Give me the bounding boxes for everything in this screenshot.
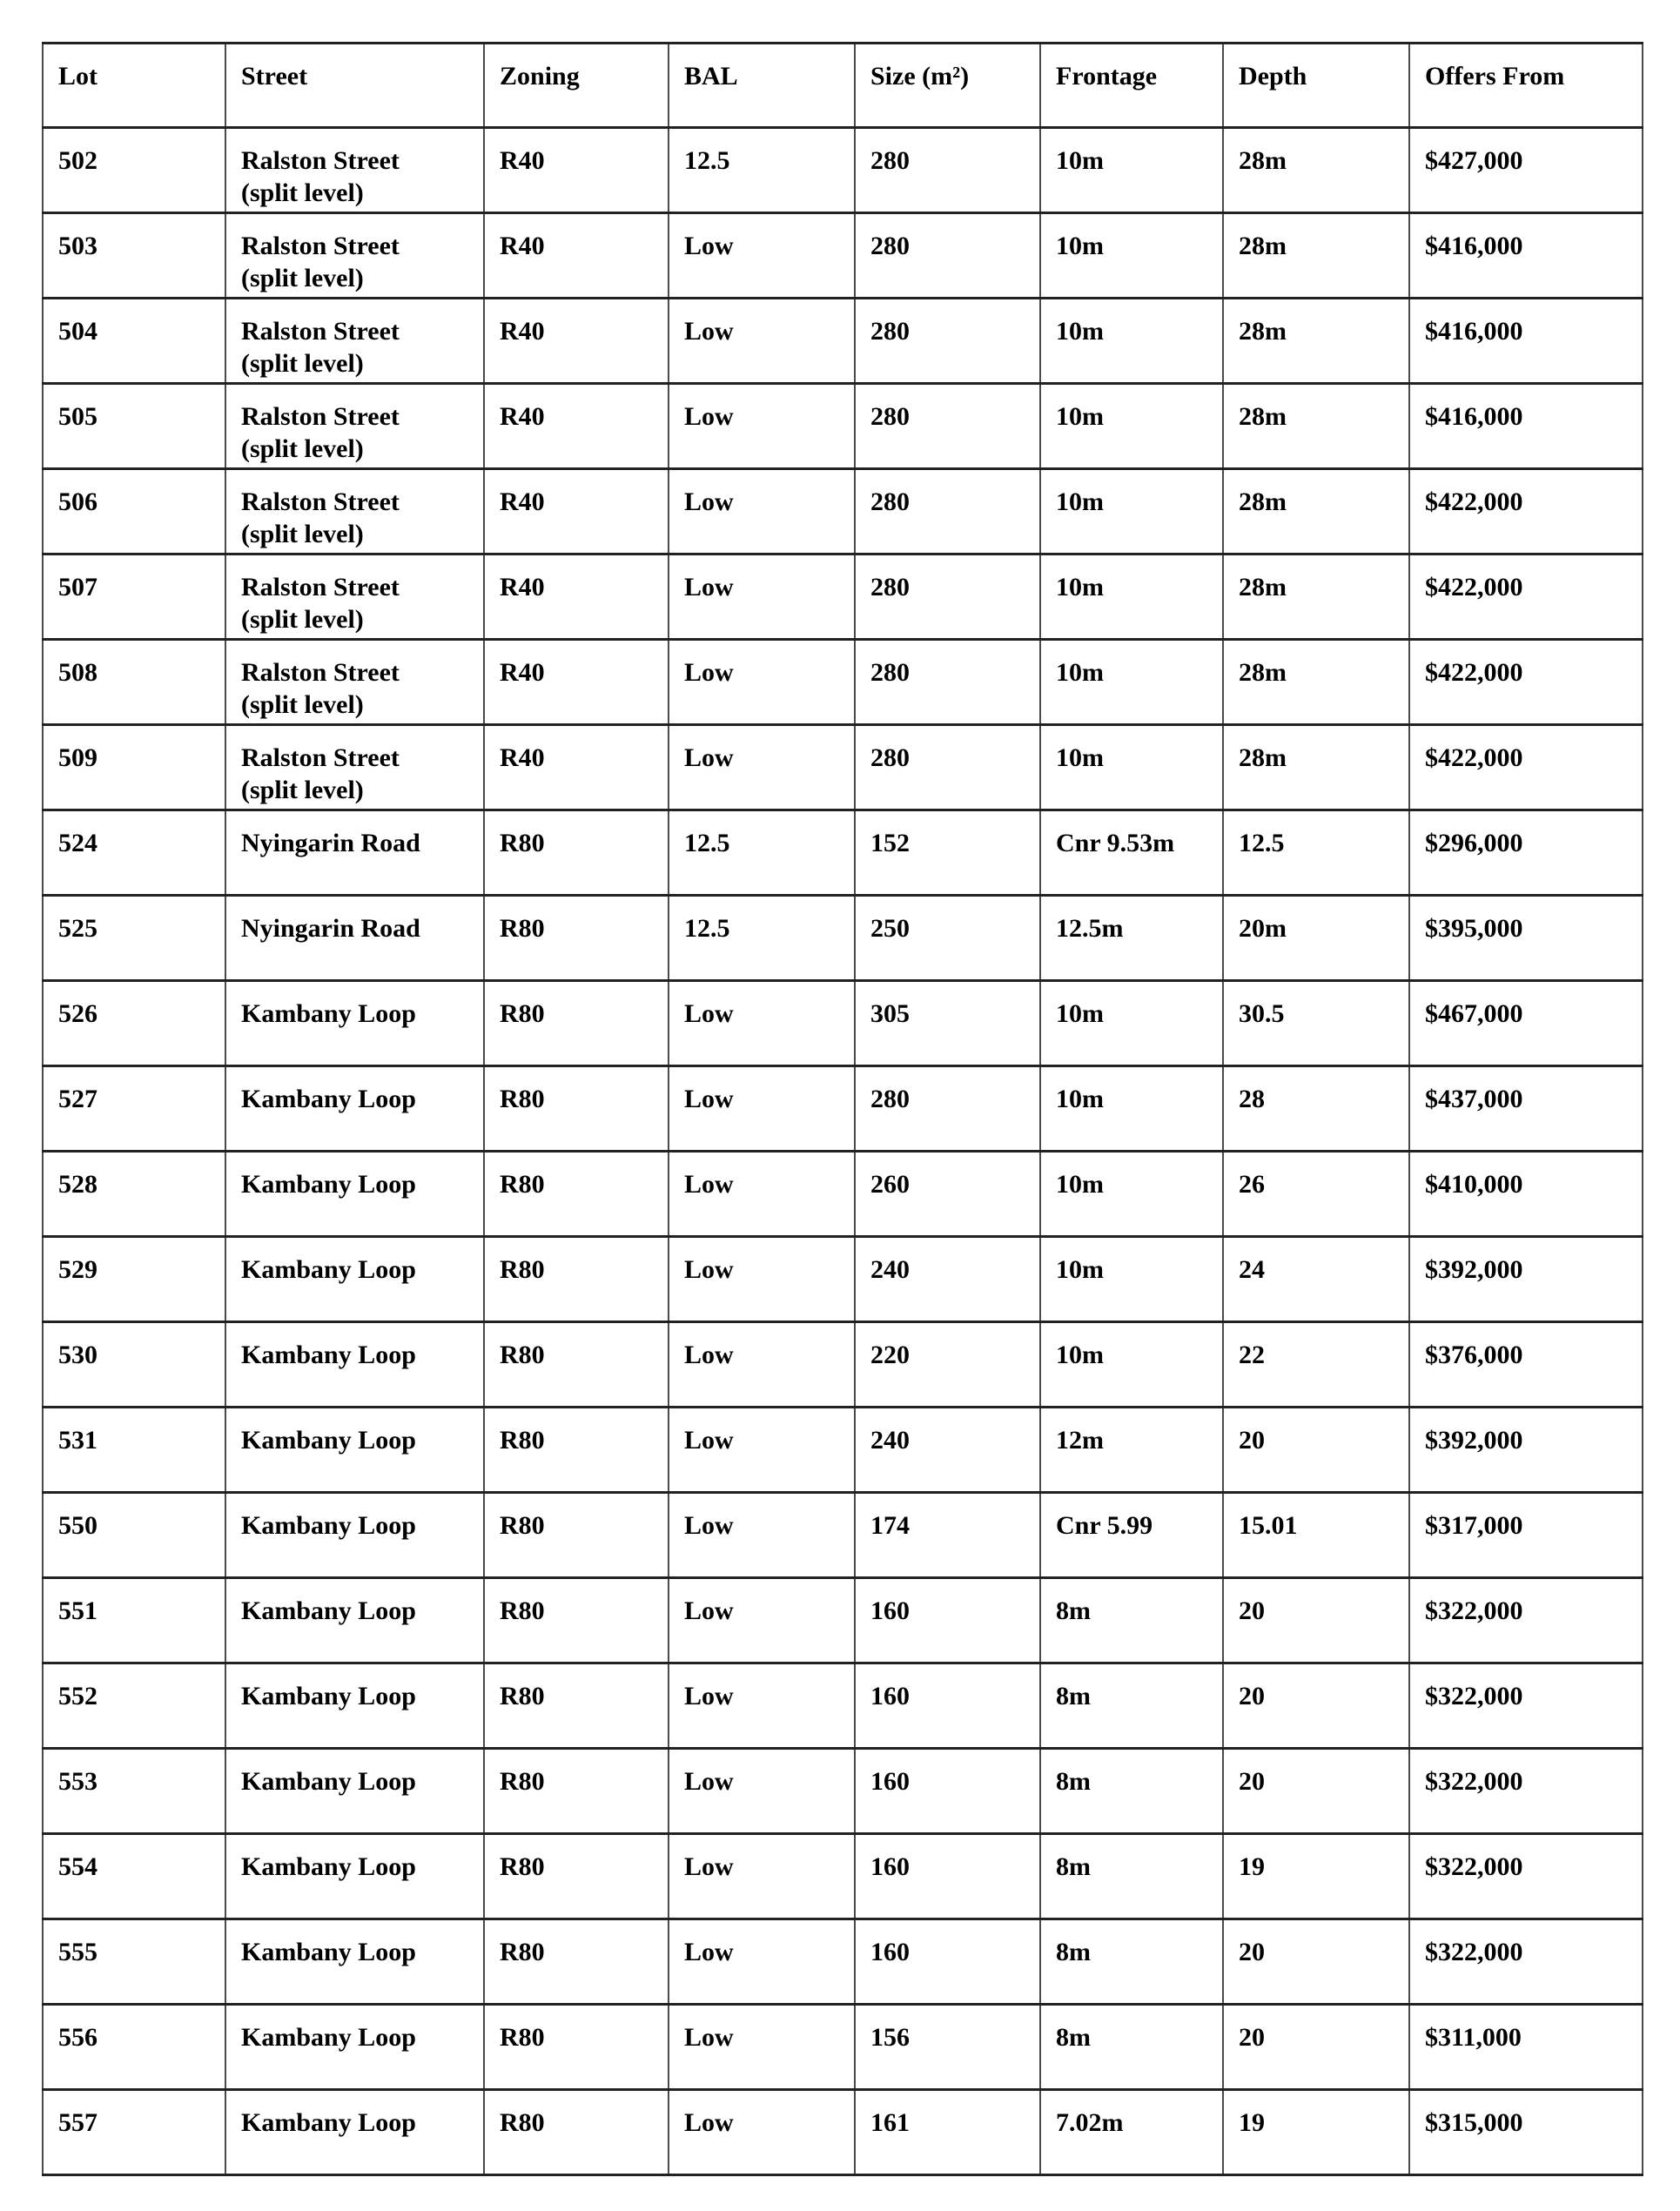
cell-street: [225, 640, 484, 725]
column-header-bal: BAL: [669, 44, 855, 128]
cell-frontage: 10m: [1040, 128, 1223, 213]
cell-offers: $322,000: [1409, 1749, 1643, 1834]
cell-depth: 28m: [1223, 725, 1409, 810]
cell-depth: 28m: [1223, 128, 1409, 213]
street-name: Ralston Street: [241, 573, 400, 601]
cell-zoning: R40: [484, 128, 669, 213]
cell-frontage: 8m: [1040, 1749, 1223, 1834]
cell-depth: 28m: [1223, 299, 1409, 384]
cell-frontage: 10m: [1040, 1322, 1223, 1408]
cell-frontage: 10m: [1040, 384, 1223, 469]
table-row: [43, 1066, 1643, 1152]
cell-bal: 12.5: [669, 128, 855, 213]
cell-street: [225, 2005, 484, 2090]
cell-depth: 28m: [1223, 469, 1409, 554]
street-name: Kambany Loop: [241, 1341, 416, 1369]
cell-street: [225, 1749, 484, 1834]
cell-size: 280: [855, 554, 1040, 640]
cell-offers: $416,000: [1409, 213, 1643, 299]
table-row: [43, 896, 1643, 981]
cell-size: 160: [855, 1834, 1040, 1919]
cell-bal: Low: [669, 1237, 855, 1322]
cell-zoning: R80: [484, 896, 669, 981]
table-header: [43, 44, 1643, 128]
table-row: [43, 2005, 1643, 2090]
cell-lot: 508: [43, 640, 225, 725]
cell-bal: Low: [669, 469, 855, 554]
cell-frontage: 8m: [1040, 1663, 1223, 1749]
cell-depth: 24: [1223, 1237, 1409, 1322]
cell-depth: 22: [1223, 1322, 1409, 1408]
cell-lot: 509: [43, 725, 225, 810]
street-name: Ralston Street: [241, 402, 400, 431]
cell-depth: 28m: [1223, 384, 1409, 469]
cell-depth: 15.01: [1223, 1493, 1409, 1578]
cell-lot: 557: [43, 2090, 225, 2175]
street-name: Kambany Loop: [241, 1596, 416, 1625]
cell-depth: 12.5: [1223, 810, 1409, 896]
table-row: [43, 1237, 1643, 1322]
cell-zoning: R80: [484, 2005, 669, 2090]
street-qualifier: (split level): [241, 264, 364, 292]
cell-zoning: R80: [484, 810, 669, 896]
cell-frontage: 10m: [1040, 299, 1223, 384]
cell-frontage: 10m: [1040, 981, 1223, 1066]
cell-lot: 530: [43, 1322, 225, 1408]
table-body: [43, 128, 1643, 2175]
cell-depth: 28m: [1223, 213, 1409, 299]
cell-street: [225, 2090, 484, 2175]
cell-frontage: Cnr 9.53m: [1040, 810, 1223, 896]
street-name: Kambany Loop: [241, 1085, 416, 1113]
cell-frontage: 7.02m: [1040, 2090, 1223, 2175]
cell-depth: 19: [1223, 2090, 1409, 2175]
cell-offers: $392,000: [1409, 1237, 1643, 1322]
cell-zoning: R80: [484, 1493, 669, 1578]
cell-lot: 528: [43, 1152, 225, 1237]
cell-lot: 551: [43, 1578, 225, 1663]
table-row: [43, 1834, 1643, 1919]
cell-street: [225, 1408, 484, 1493]
cell-bal: Low: [669, 213, 855, 299]
street-qualifier: (split level): [241, 690, 364, 719]
cell-size: 280: [855, 213, 1040, 299]
column-header-offers: Offers From: [1409, 44, 1643, 128]
cell-bal: Low: [669, 640, 855, 725]
cell-size: 280: [855, 469, 1040, 554]
table-row: [43, 1152, 1643, 1237]
cell-offers: $322,000: [1409, 1834, 1643, 1919]
cell-frontage: 8m: [1040, 1578, 1223, 1663]
cell-zoning: R40: [484, 384, 669, 469]
street-name: Ralston Street: [241, 743, 400, 772]
cell-lot: 524: [43, 810, 225, 896]
cell-street: [225, 725, 484, 810]
table-row: [43, 725, 1643, 810]
cell-depth: 28m: [1223, 640, 1409, 725]
cell-street: [225, 469, 484, 554]
cell-street: [225, 1493, 484, 1578]
table-row: [43, 1749, 1643, 1834]
table-row: [43, 1408, 1643, 1493]
street-name: Ralston Street: [241, 317, 400, 346]
cell-offers: $422,000: [1409, 469, 1643, 554]
cell-zoning: R80: [484, 1749, 669, 1834]
cell-bal: Low: [669, 1322, 855, 1408]
cell-size: 156: [855, 2005, 1040, 2090]
cell-lot: 505: [43, 384, 225, 469]
cell-street: [225, 128, 484, 213]
cell-size: 260: [855, 1152, 1040, 1237]
cell-offers: $427,000: [1409, 128, 1643, 213]
street-qualifier: (split level): [241, 434, 364, 463]
table-row: [43, 2090, 1643, 2175]
cell-size: 174: [855, 1493, 1040, 1578]
cell-bal: Low: [669, 1066, 855, 1152]
cell-bal: Low: [669, 1493, 855, 1578]
column-header-zoning: Zoning: [484, 44, 669, 128]
cell-frontage: 10m: [1040, 469, 1223, 554]
cell-bal: Low: [669, 1919, 855, 2005]
cell-zoning: R80: [484, 1578, 669, 1663]
cell-bal: Low: [669, 1663, 855, 1749]
cell-depth: 20: [1223, 1578, 1409, 1663]
cell-zoning: R80: [484, 981, 669, 1066]
cell-depth: 28: [1223, 1066, 1409, 1152]
cell-offers: $416,000: [1409, 299, 1643, 384]
street-name: Ralston Street: [241, 146, 400, 175]
cell-zoning: R80: [484, 1237, 669, 1322]
cell-offers: $422,000: [1409, 640, 1643, 725]
cell-depth: 20: [1223, 1919, 1409, 2005]
cell-depth: 28m: [1223, 554, 1409, 640]
street-name: Ralston Street: [241, 658, 400, 687]
cell-offers: $376,000: [1409, 1322, 1643, 1408]
cell-bal: Low: [669, 1578, 855, 1663]
cell-lot: 553: [43, 1749, 225, 1834]
cell-street: [225, 213, 484, 299]
column-header-frontage: Frontage: [1040, 44, 1223, 128]
cell-size: 305: [855, 981, 1040, 1066]
cell-depth: 20: [1223, 1408, 1409, 1493]
street-name: Kambany Loop: [241, 1767, 416, 1796]
column-header-depth: Depth: [1223, 44, 1409, 128]
street-name: Ralston Street: [241, 232, 400, 260]
cell-bal: Low: [669, 1834, 855, 1919]
cell-lot: 552: [43, 1663, 225, 1749]
street-qualifier: (split level): [241, 520, 364, 548]
cell-size: 160: [855, 1749, 1040, 1834]
street-name: Kambany Loop: [241, 999, 416, 1028]
street-name: Nyingarin Road: [241, 914, 420, 943]
cell-bal: 12.5: [669, 896, 855, 981]
cell-zoning: R80: [484, 2090, 669, 2175]
cell-offers: $395,000: [1409, 896, 1643, 981]
cell-zoning: R40: [484, 299, 669, 384]
cell-size: 152: [855, 810, 1040, 896]
cell-size: 240: [855, 1408, 1040, 1493]
cell-zoning: R80: [484, 1919, 669, 2005]
cell-size: 220: [855, 1322, 1040, 1408]
cell-lot: 504: [43, 299, 225, 384]
table-row: [43, 554, 1643, 640]
column-header-lot: Lot: [43, 44, 225, 128]
cell-street: [225, 1834, 484, 1919]
table-row: [43, 128, 1643, 213]
cell-size: 280: [855, 384, 1040, 469]
cell-lot: 502: [43, 128, 225, 213]
table-row: [43, 1493, 1643, 1578]
cell-offers: $322,000: [1409, 1663, 1643, 1749]
street-name: Ralston Street: [241, 487, 400, 516]
column-header-size: Size (m²): [855, 44, 1040, 128]
cell-offers: $392,000: [1409, 1408, 1643, 1493]
cell-lot: 503: [43, 213, 225, 299]
cell-frontage: 10m: [1040, 640, 1223, 725]
cell-street: [225, 1663, 484, 1749]
street-name: Kambany Loop: [241, 1682, 416, 1710]
cell-street: [225, 299, 484, 384]
cell-frontage: 8m: [1040, 1919, 1223, 2005]
cell-depth: 19: [1223, 1834, 1409, 1919]
cell-offers: $315,000: [1409, 2090, 1643, 2175]
cell-bal: Low: [669, 1749, 855, 1834]
cell-frontage: 10m: [1040, 554, 1223, 640]
table-row: [43, 640, 1643, 725]
cell-frontage: 12m: [1040, 1408, 1223, 1493]
cell-lot: 529: [43, 1237, 225, 1322]
cell-offers: $410,000: [1409, 1152, 1643, 1237]
cell-zoning: R80: [484, 1152, 669, 1237]
cell-lot: 550: [43, 1493, 225, 1578]
cell-street: [225, 554, 484, 640]
cell-lot: 531: [43, 1408, 225, 1493]
cell-offers: $311,000: [1409, 2005, 1643, 2090]
table-row: [43, 299, 1643, 384]
table-row: [43, 1663, 1643, 1749]
cell-street: [225, 1152, 484, 1237]
cell-zoning: R40: [484, 213, 669, 299]
street-name: Kambany Loop: [241, 2023, 416, 2052]
cell-size: 160: [855, 1919, 1040, 2005]
cell-size: 280: [855, 640, 1040, 725]
cell-depth: 20: [1223, 1663, 1409, 1749]
cell-size: 280: [855, 299, 1040, 384]
cell-bal: Low: [669, 2005, 855, 2090]
cell-frontage: 8m: [1040, 1834, 1223, 1919]
cell-depth: 20m: [1223, 896, 1409, 981]
cell-offers: $317,000: [1409, 1493, 1643, 1578]
street-name: Nyingarin Road: [241, 829, 420, 857]
cell-frontage: 10m: [1040, 1152, 1223, 1237]
cell-size: 280: [855, 1066, 1040, 1152]
table-row: [43, 981, 1643, 1066]
cell-bal: Low: [669, 1152, 855, 1237]
cell-bal: Low: [669, 554, 855, 640]
cell-offers: $437,000: [1409, 1066, 1643, 1152]
cell-size: 160: [855, 1663, 1040, 1749]
cell-street: [225, 981, 484, 1066]
cell-offers: $322,000: [1409, 1919, 1643, 2005]
cell-bal: Low: [669, 384, 855, 469]
table-row: [43, 810, 1643, 896]
lots-price-table: [42, 42, 1643, 2176]
cell-bal: Low: [669, 2090, 855, 2175]
table-row: [43, 1578, 1643, 1663]
cell-street: [225, 1322, 484, 1408]
cell-offers: $467,000: [1409, 981, 1643, 1066]
cell-frontage: 10m: [1040, 213, 1223, 299]
cell-frontage: 10m: [1040, 725, 1223, 810]
cell-frontage: 10m: [1040, 1066, 1223, 1152]
cell-lot: 555: [43, 1919, 225, 2005]
cell-lot: 507: [43, 554, 225, 640]
street-qualifier: (split level): [241, 178, 364, 207]
cell-zoning: R40: [484, 725, 669, 810]
cell-lot: 525: [43, 896, 225, 981]
cell-zoning: R80: [484, 1663, 669, 1749]
cell-depth: 20: [1223, 1749, 1409, 1834]
street-qualifier: (split level): [241, 349, 364, 378]
cell-depth: 20: [1223, 2005, 1409, 2090]
cell-bal: Low: [669, 725, 855, 810]
cell-zoning: R80: [484, 1322, 669, 1408]
cell-lot: 556: [43, 2005, 225, 2090]
cell-lot: 527: [43, 1066, 225, 1152]
cell-size: 240: [855, 1237, 1040, 1322]
cell-street: [225, 810, 484, 896]
cell-offers: $416,000: [1409, 384, 1643, 469]
cell-size: 161: [855, 2090, 1040, 2175]
street-qualifier: (split level): [241, 605, 364, 634]
cell-bal: 12.5: [669, 810, 855, 896]
street-name: Kambany Loop: [241, 1255, 416, 1284]
table-row: [43, 1322, 1643, 1408]
street-name: Kambany Loop: [241, 2108, 416, 2137]
cell-size: 250: [855, 896, 1040, 981]
column-header-street: Street: [225, 44, 484, 128]
table-row: [43, 1919, 1643, 2005]
street-name: Kambany Loop: [241, 1852, 416, 1881]
cell-depth: 30.5: [1223, 981, 1409, 1066]
cell-offers: $322,000: [1409, 1578, 1643, 1663]
cell-frontage: 10m: [1040, 1237, 1223, 1322]
street-name: Kambany Loop: [241, 1938, 416, 1966]
cell-street: [225, 1578, 484, 1663]
cell-size: 280: [855, 725, 1040, 810]
cell-street: [225, 384, 484, 469]
cell-street: [225, 1237, 484, 1322]
cell-lot: 506: [43, 469, 225, 554]
cell-zoning: R80: [484, 1834, 669, 1919]
street-qualifier: (split level): [241, 776, 364, 804]
cell-frontage: 12.5m: [1040, 896, 1223, 981]
cell-offers: $296,000: [1409, 810, 1643, 896]
cell-frontage: 8m: [1040, 2005, 1223, 2090]
cell-zoning: R80: [484, 1408, 669, 1493]
cell-frontage: Cnr 5.99: [1040, 1493, 1223, 1578]
cell-offers: $422,000: [1409, 725, 1643, 810]
cell-zoning: R80: [484, 1066, 669, 1152]
cell-street: [225, 1066, 484, 1152]
cell-size: 280: [855, 128, 1040, 213]
cell-bal: Low: [669, 299, 855, 384]
cell-offers: $422,000: [1409, 554, 1643, 640]
cell-lot: 526: [43, 981, 225, 1066]
cell-size: 160: [855, 1578, 1040, 1663]
cell-zoning: R40: [484, 640, 669, 725]
cell-lot: 554: [43, 1834, 225, 1919]
cell-zoning: R40: [484, 554, 669, 640]
street-name: Kambany Loop: [241, 1170, 416, 1199]
cell-street: [225, 1919, 484, 2005]
cell-bal: Low: [669, 1408, 855, 1493]
cell-street: [225, 896, 484, 981]
table-row: [43, 469, 1643, 554]
table-row: [43, 384, 1643, 469]
cell-bal: Low: [669, 981, 855, 1066]
street-name: Kambany Loop: [241, 1511, 416, 1540]
table-row: [43, 213, 1643, 299]
cell-zoning: R40: [484, 469, 669, 554]
header-row: [43, 44, 1643, 128]
cell-depth: 26: [1223, 1152, 1409, 1237]
street-name: Kambany Loop: [241, 1426, 416, 1455]
